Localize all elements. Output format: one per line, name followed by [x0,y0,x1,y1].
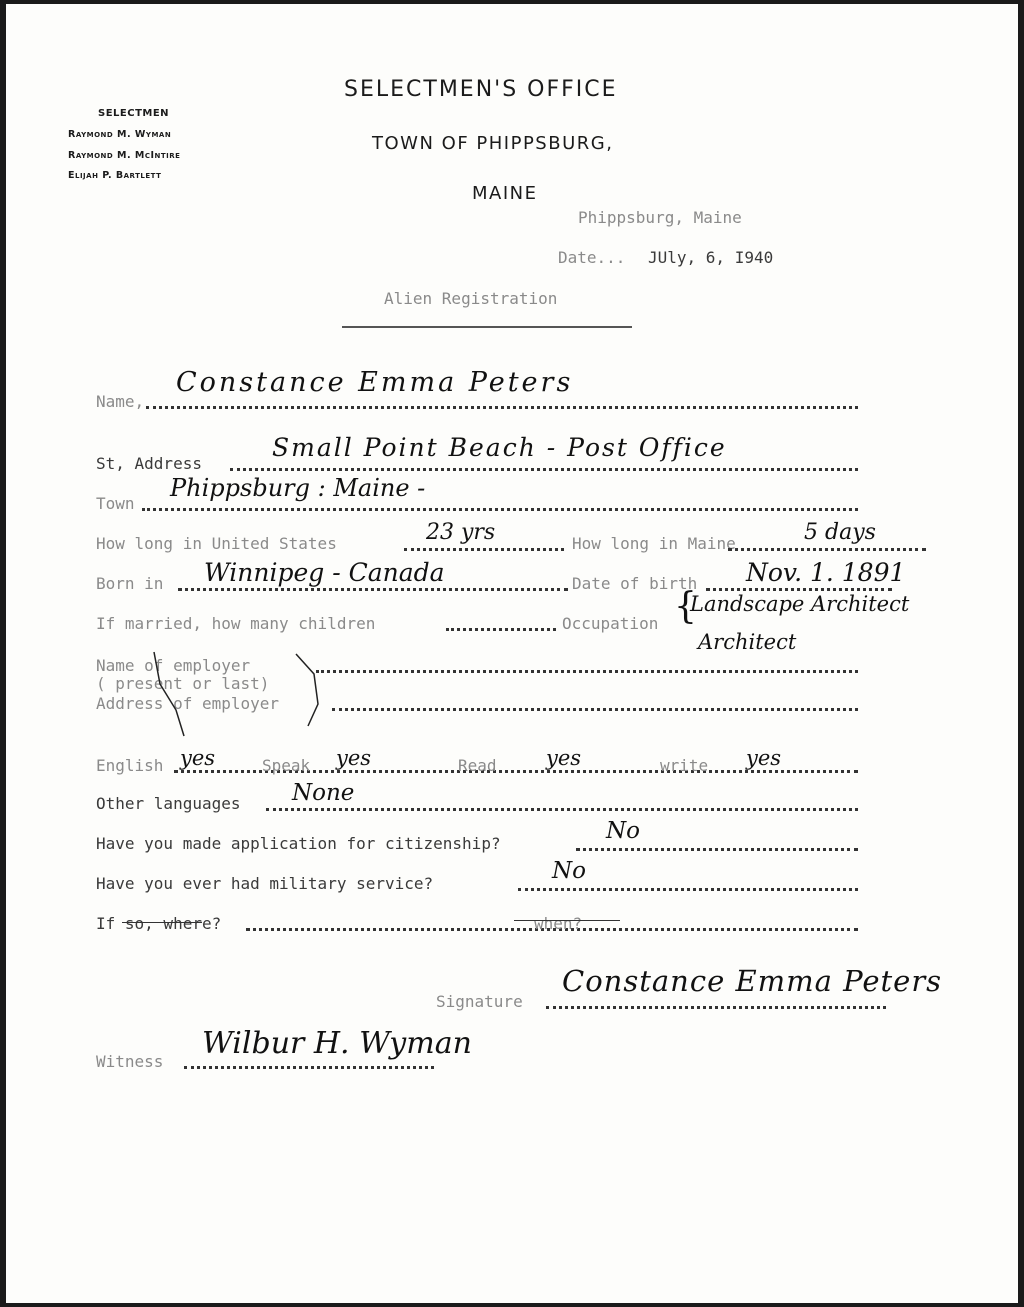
military-value: No [552,858,586,884]
speak-label: Speak [262,756,311,775]
english-label: English [96,756,164,775]
speak-value: yes [336,746,372,770]
witness-label: Witness [96,1052,164,1071]
birthplace-label: Born in [96,574,164,593]
employer-dots [316,670,858,673]
birth-date-value: Nov. 1. 1891 [746,558,906,587]
military-label: Have you ever had military service? [96,874,434,893]
name-value: Constance Emma Peters [176,367,574,398]
citizenship-label: Have you made application for citizenship? [96,834,501,853]
service-when-label: when? [534,914,583,933]
maine-duration-dots [728,548,926,551]
us-duration-dots [404,548,564,551]
children-dots [446,628,556,631]
state-title: MAINE [472,183,538,204]
children-label: If married, how many children [96,614,376,633]
birthplace-dots [178,588,568,591]
registration-form-page [6,4,1018,1303]
title-rule [342,326,632,328]
address-value: Small Point Beach - Post Office [272,433,727,462]
signature-label: Signature [436,992,523,1011]
place-line: Phippsburg, Maine [578,208,742,227]
witness-value: Wilbur H. Wyman [202,1026,472,1061]
date-label: Date... [558,248,626,267]
witness-dots [184,1066,434,1069]
selectman-name: Raymond M. Wyman [68,129,172,140]
strike-through [122,922,202,923]
selectman-name: Raymond M. McIntire [68,150,181,161]
office-title: SELECTMEN'S OFFICE [344,77,618,102]
maine-duration-value: 5 days [804,520,876,545]
military-dots [518,888,858,891]
us-duration-label: How long in United States [96,534,337,553]
read-value: yes [546,746,582,770]
address-label: St, Address [96,454,202,473]
name-dots [146,406,858,409]
town-label: Town [96,494,135,513]
address-dots [230,468,858,471]
occupation-value-alt: Architect [698,630,797,654]
crossed-out-mark [146,644,346,744]
employer-sublabel: ( present or last) [96,674,270,693]
birth-date-dots [706,588,892,591]
read-label: Read [458,756,497,775]
birthplace-value: Winnipeg - Canada [204,558,445,587]
town-value: Phippsburg : Maine - [170,474,426,502]
english-value: yes [180,746,216,770]
selectmen-heading: SELECTMEN [98,108,170,119]
service-where-label: If so, where? [96,914,222,933]
occupation-value: Landscape Architect [690,592,910,616]
form-title: Alien Registration [384,289,558,308]
town-dots [142,508,858,511]
town-title: TOWN OF PHIPPSBURG, [372,133,614,154]
occupation-brace: { [674,586,697,627]
employer-address-label: Address of employer [96,694,280,713]
other-languages-label: Other languages [96,794,241,813]
employer-label: Name of employer [96,656,251,675]
date-value: JUly, 6, I940 [648,248,774,267]
other-languages-dots [266,808,858,811]
us-duration-value: 23 yrs [426,520,496,545]
name-label: Name, [96,392,145,411]
signature-value: Constance Emma Peters [562,964,943,998]
occupation-label: Occupation [562,614,659,633]
selectman-name: Elijah P. Bartlett [68,170,162,181]
citizenship-dots [576,848,858,851]
maine-duration-label: How long in Maine [572,534,736,553]
other-languages-value: None [292,780,355,806]
write-value: yes [746,746,782,770]
employer-address-dots [332,708,858,711]
birth-date-label: Date of birth [572,574,698,593]
citizenship-value: No [606,818,640,844]
signature-dots [546,1006,886,1009]
write-label: write [660,756,709,775]
strike-through [514,920,620,921]
